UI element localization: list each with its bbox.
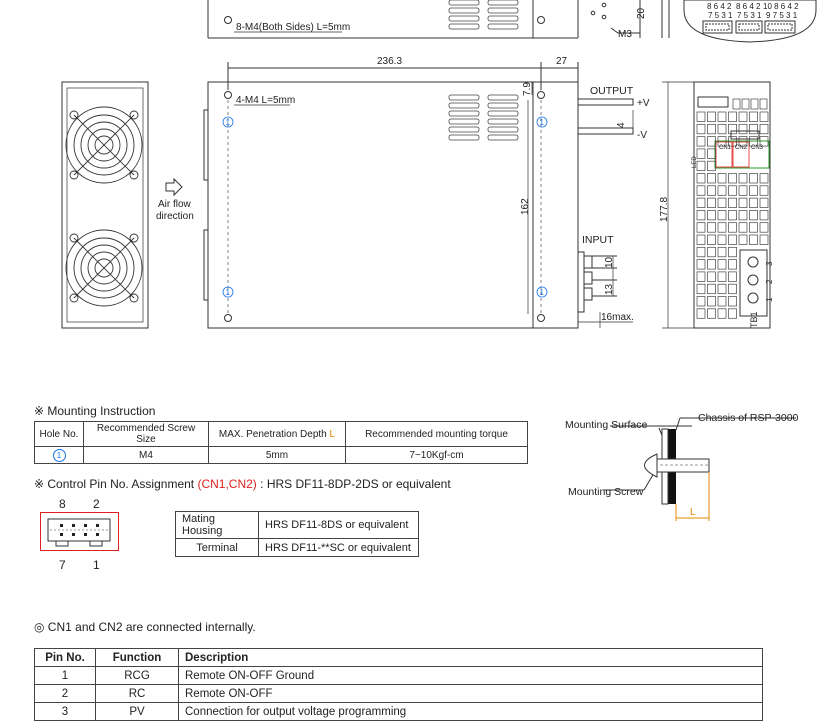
vent-slot <box>739 124 747 134</box>
vent-slot <box>750 112 758 122</box>
fan-guard-bottom <box>66 230 142 306</box>
mounting-table <box>34 421 528 464</box>
tb-pin-3-label: 3 <box>765 261 774 266</box>
vent-slot <box>729 284 737 294</box>
hole-marker-label: 1 <box>225 288 230 297</box>
vent-slot <box>697 309 705 319</box>
vent-slot <box>697 186 705 196</box>
pin-header-no: Pin No. <box>35 649 96 667</box>
pin-function: RC <box>96 685 179 703</box>
pin-function-table <box>34 648 763 721</box>
vent-slot <box>697 124 705 134</box>
tb-pin-2-label: 2 <box>765 279 774 284</box>
vent-slot <box>697 198 705 208</box>
table-row <box>35 703 763 721</box>
control-pin-title-prefix: ※ Control Pin No. Assignment <box>34 477 198 491</box>
hole-marker-label: 1 <box>539 118 544 127</box>
rear-view <box>662 82 770 328</box>
vent-slot <box>697 161 705 171</box>
mounting-header-torque: Recommended mounting torque <box>346 422 528 447</box>
table-row <box>35 422 528 447</box>
vent-slot <box>708 297 716 307</box>
vent-slot <box>739 210 747 220</box>
table-row <box>35 649 763 667</box>
dim-10-label: 10 <box>604 256 615 268</box>
led-label: LED <box>692 156 698 168</box>
input-label: INPUT <box>582 234 614 246</box>
vent-slot <box>697 137 705 147</box>
mounting-surface-label: Mounting Surface <box>565 419 648 431</box>
vent-slot <box>708 198 716 208</box>
vent-slot <box>729 174 737 184</box>
mounting-header-depth-L: L <box>329 428 336 440</box>
table-row <box>35 447 528 464</box>
vent-slot <box>708 124 716 134</box>
pin-description: Remote ON-OFF Ground <box>179 667 763 685</box>
side-vents <box>449 95 518 140</box>
dim-4-label: 4 <box>616 122 627 128</box>
vent-slot <box>697 260 705 270</box>
vent-slot <box>718 223 726 233</box>
vent-slot <box>729 247 737 256</box>
vent-slot <box>751 99 758 109</box>
rear-vent-grid <box>697 99 768 318</box>
housing-value: HRS DF11-8DS or equivalent <box>259 512 419 539</box>
pin-8-label: 8 <box>59 497 66 511</box>
mounting-hole-no <box>35 447 84 464</box>
mounting-screw-size: M4 <box>84 447 209 464</box>
vent-slot <box>739 223 747 233</box>
vent-slot <box>742 99 749 109</box>
vent-slot <box>718 235 726 245</box>
vent-slot <box>760 174 768 184</box>
vent-slot <box>739 186 747 196</box>
chassis-label: Chassis of RSP-3000 <box>698 412 799 424</box>
vent-slot <box>718 260 726 270</box>
vent-slot <box>760 210 768 220</box>
vent-slot <box>750 210 758 220</box>
vent-slot <box>760 198 768 208</box>
top-m3-label: M3 <box>618 29 632 40</box>
dim-7-9-label: 7.9 <box>522 82 533 96</box>
table-row <box>35 667 763 685</box>
vent-slot <box>708 284 716 294</box>
control-pin-title <box>34 477 451 491</box>
terminal-label: Terminal <box>176 539 259 557</box>
vent-slot <box>729 309 737 319</box>
callout-numbers-cn1-top: 8 6 4 2 <box>707 2 732 11</box>
vent-slot <box>708 260 716 270</box>
tb1-label: TB1 <box>749 311 759 328</box>
vent-slot <box>733 99 740 109</box>
cn-note: ◎ CN1 and CN2 are connected internally. <box>34 620 256 634</box>
dim-162-label: 162 <box>520 198 531 215</box>
vent-slot <box>750 124 758 134</box>
pin-no: 1 <box>35 667 96 685</box>
cn2-label: CN2 <box>735 145 748 151</box>
pin-description: Connection for output voltage programming <box>179 703 763 721</box>
vent-slot <box>729 223 737 233</box>
vent-slot <box>760 186 768 196</box>
vent-slot <box>697 297 705 307</box>
table-row <box>176 512 419 539</box>
top-vents <box>449 0 518 29</box>
vent-slot <box>697 272 705 282</box>
vent-slot <box>750 198 758 208</box>
vent-slot <box>718 198 726 208</box>
vent-slot <box>739 198 747 208</box>
vent-slot <box>697 284 705 294</box>
pin-header-description: Description <box>179 649 763 667</box>
vent-slot <box>708 186 716 196</box>
vent-slot <box>750 174 758 184</box>
callout-numbers-cn2-top: 8 6 4 2 <box>736 2 761 11</box>
depth-L-label: L <box>690 507 696 518</box>
vent-slot <box>708 112 716 122</box>
vent-slot <box>750 186 758 196</box>
mounting-side-diagram <box>560 405 820 525</box>
fan-guard-top <box>66 107 142 183</box>
vent-slot <box>697 174 705 184</box>
vent-slot <box>718 186 726 196</box>
hole-marker-label: 1 <box>539 288 544 297</box>
callout-numbers-cn3-top: 10 8 6 4 2 <box>763 2 799 11</box>
vent-slot <box>718 284 726 294</box>
vent-slot <box>729 235 737 245</box>
control-pin-title-suffix: : HRS DF11-8DP-2DS or equivalent <box>256 477 451 491</box>
pin-function: RCG <box>96 667 179 685</box>
vent-slot <box>708 235 716 245</box>
vent-slot <box>708 309 716 319</box>
hole-number-badge: 1 <box>53 449 66 462</box>
cn3-label: CN3 <box>751 145 764 151</box>
airflow-arrow-icon <box>166 179 182 195</box>
dim-27-label: 27 <box>556 56 568 67</box>
vent-slot <box>760 99 767 109</box>
vent-slot <box>729 124 737 134</box>
control-pin-title-red: (CN1,CN2) <box>197 477 257 491</box>
vent-slot <box>760 124 768 134</box>
vent-slot <box>729 186 737 196</box>
mounting-title: ※ Mounting Instruction <box>34 404 156 418</box>
top-dim-20: 20 <box>636 7 647 19</box>
vent-slot <box>697 235 705 245</box>
dim-16max-label: 16max. <box>601 312 634 323</box>
pin-header-function: Function <box>96 649 179 667</box>
mounting-screw-label: Mounting Screw <box>568 486 644 498</box>
table-row <box>35 685 763 703</box>
vent-slot <box>729 198 737 208</box>
hole-marker-label: 1 <box>225 118 230 127</box>
dim-177-8-label: 177.8 <box>659 196 670 222</box>
hole-markers <box>223 117 547 297</box>
pin-1-label: 1 <box>93 558 100 572</box>
vent-slot <box>697 247 705 256</box>
vent-slot <box>708 272 716 282</box>
vent-slot <box>739 112 747 122</box>
vent-slot <box>718 297 726 307</box>
callout-numbers-cn2-bottom: 7 5 3 1 <box>737 11 762 20</box>
vent-slot <box>760 223 768 233</box>
top-screw-note: 8-M4(Both Sides) L=5mm <box>236 22 351 33</box>
vent-slot <box>697 112 705 122</box>
vent-slot <box>729 210 737 220</box>
table-row <box>176 539 419 557</box>
pin-no: 3 <box>35 703 96 721</box>
tb-pin-1-label: 1 <box>765 297 774 302</box>
mounting-header-hole: Hole No. <box>35 422 84 447</box>
pin-2-label: 2 <box>93 497 100 511</box>
vent-slot <box>739 174 747 184</box>
mounting-depth: 5mm <box>209 447 346 464</box>
terminal-value: HRS DF11-**SC or equivalent <box>259 539 419 557</box>
housing-label: Mating Housing <box>176 512 259 539</box>
mounting-header-screw: Recommended Screw Size <box>84 422 209 447</box>
vent-slot <box>697 223 705 233</box>
vent-slot <box>729 260 737 270</box>
pin-7-label: 7 <box>59 558 66 572</box>
dim-13-label: 13 <box>604 283 615 295</box>
vent-slot <box>729 297 737 307</box>
vent-slot <box>697 210 705 220</box>
vent-slot <box>697 149 705 159</box>
airflow-label-2: direction <box>156 211 194 222</box>
vent-slot <box>718 112 726 122</box>
vent-slot <box>718 210 726 220</box>
vent-slot <box>708 137 716 147</box>
pin-description: Remote ON-OFF <box>179 685 763 703</box>
vent-slot <box>729 112 737 122</box>
vent-slot <box>760 235 768 245</box>
connector-pinout-diagram <box>40 512 120 552</box>
vent-slot <box>708 210 716 220</box>
vent-slot <box>708 223 716 233</box>
vent-slot <box>718 309 726 319</box>
pin-no: 2 <box>35 685 96 703</box>
vent-slot <box>708 174 716 184</box>
vent-slot <box>760 112 768 122</box>
vent-slot <box>718 124 726 134</box>
vent-slot <box>708 247 716 256</box>
housing-table <box>175 511 419 557</box>
output-label: OUTPUT <box>590 85 634 97</box>
vent-slot <box>708 161 716 171</box>
vent-slot <box>718 174 726 184</box>
vent-slot <box>750 235 758 245</box>
cn1-label: CN1 <box>719 145 732 151</box>
vent-slot <box>750 223 758 233</box>
callout-numbers-cn1-bottom: 7 5 3 1 <box>708 11 733 20</box>
dim-width-label: 236.3 <box>377 56 403 67</box>
vent-slot <box>718 247 726 256</box>
mounting-header-depth-text: MAX. Penetration Depth <box>218 428 330 440</box>
airflow-label-1: Air flow <box>158 199 191 210</box>
mounting-torque: 7~10Kgf-cm <box>346 447 528 464</box>
pin-function: PV <box>96 703 179 721</box>
minus-v-label: -V <box>637 130 647 141</box>
callout-numbers-cn3-bottom: 9 7 5 3 1 <box>766 11 798 20</box>
vent-slot <box>718 272 726 282</box>
vent-slot <box>739 235 747 245</box>
plus-v-label: +V <box>637 98 650 109</box>
vent-slot <box>708 149 716 159</box>
screw-note-label: 4-M4 L=5mm <box>236 95 296 106</box>
vent-slot <box>729 272 737 282</box>
mounting-header-depth <box>209 422 346 447</box>
